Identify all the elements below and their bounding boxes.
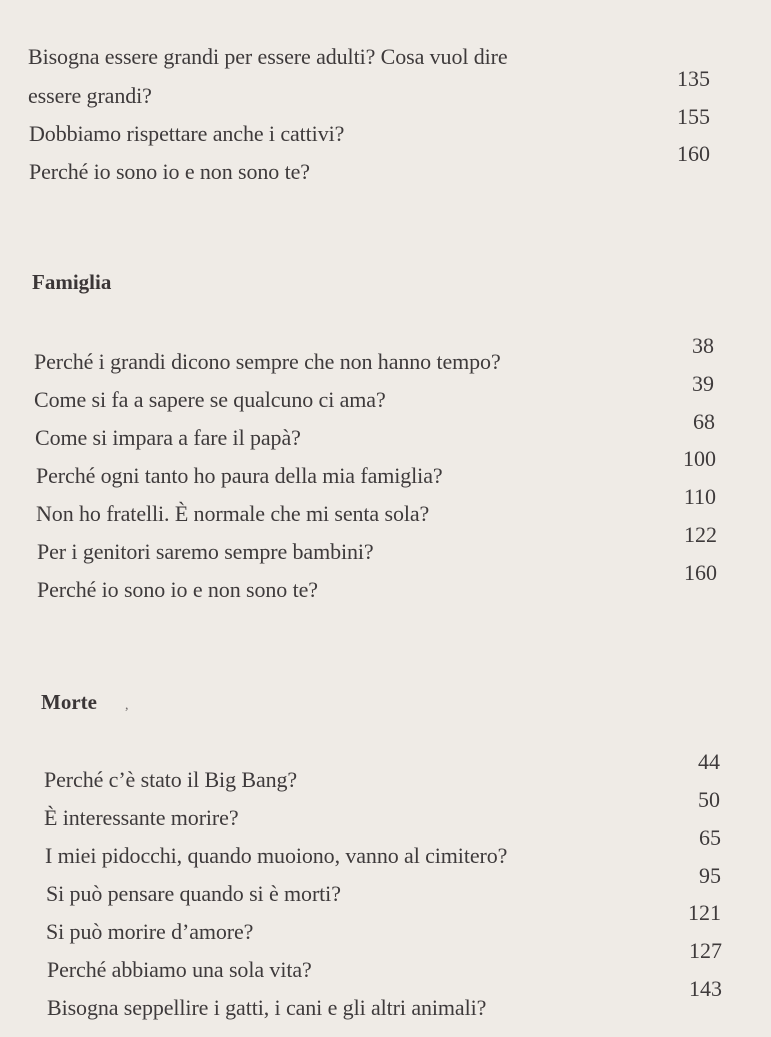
entry-text: Perché ogni tanto ho paura della mia famiglia? [36,463,443,488]
entry-page-number: 39 [692,371,714,396]
entry-text: Bisogna essere grandi per essere adulti? Cosa vuol dire [28,44,508,69]
entry-text: Perché i grandi dicono sempre che non hanno tempo? [34,349,501,374]
entry-text: Perché io sono io e non sono te? [37,577,318,602]
entry-text: Perché c’è stato il Big Bang? [44,767,298,792]
entry-text: È interessante morire? [44,805,239,830]
entry-page-number: 160 [684,560,717,585]
entry-page-number: 65 [699,825,721,850]
entry-text: Come si impara a fare il papà? [35,425,301,450]
entry-page-number: 95 [699,863,721,888]
entry-page-number: 50 [698,787,720,812]
entry-text-continued: essere grandi? [28,83,152,108]
entry-page-number: 155 [677,104,710,129]
entry-page-number: 122 [684,522,717,547]
entry-page-number: 44 [698,749,720,774]
entry-page-number: 68 [693,409,715,434]
entry-text: Perché abbiamo una sola vita? [47,957,312,982]
entry-text: I miei pidocchi, quando muoiono, vanno al cimitero? [45,843,508,868]
section-heading-famiglia: Famiglia [32,270,112,294]
entry-page-number: 121 [688,900,721,925]
entry-text: Si può morire d’amore? [46,919,254,944]
entry-page-number: 160 [677,141,710,166]
stray-mark: , [125,698,129,713]
entry-page-number: 143 [689,976,722,1001]
entry-text: Si può pensare quando si è morti? [46,881,341,906]
entry-page-number: 100 [683,446,716,471]
section-heading-morte: Morte [41,690,97,714]
entry-text: Non ho fratelli. È normale che mi senta sola? [36,501,430,526]
entry-page-number: 127 [689,938,722,963]
entry-text: Come si fa a sapere se qualcuno ci ama? [34,387,386,412]
entry-page-number: 135 [677,66,710,91]
entry-page-number: 38 [692,333,714,358]
entry-page-number: 110 [683,484,716,509]
entry-text: Bisogna seppellire i gatti, i cani e gli altri animali? [47,995,487,1020]
entry-text: Per i genitori saremo sempre bambini? [37,539,374,564]
entry-text: Dobbiamo rispettare anche i cattivi? [29,121,345,146]
entry-text: Perché io sono io e non sono te? [29,159,310,184]
